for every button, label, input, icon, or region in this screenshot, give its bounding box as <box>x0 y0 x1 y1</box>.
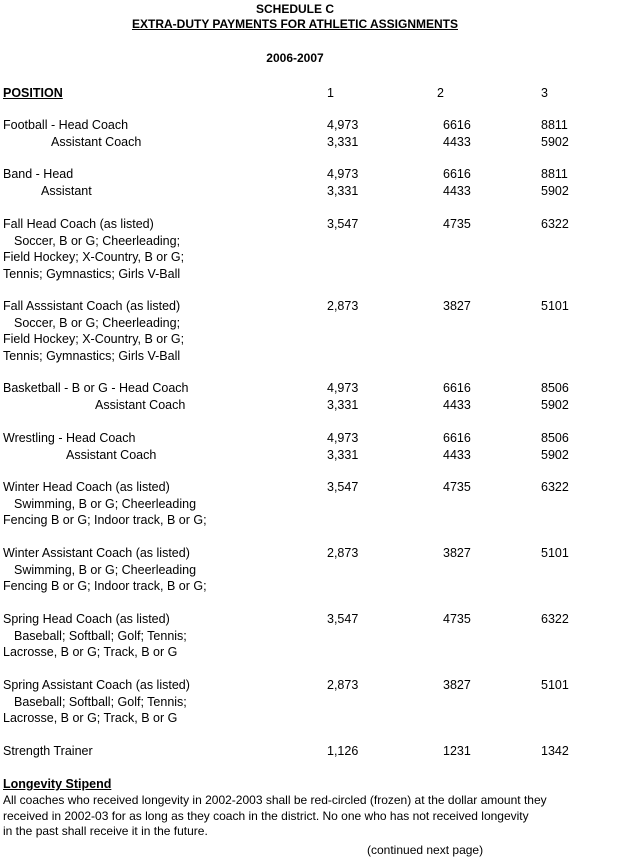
position-column-header: POSITION <box>3 86 63 100</box>
sport-list-label: Soccer, B or G; Cheerleading; <box>14 315 181 330</box>
table-row <box>0 249 644 266</box>
position-label: Wrestling - Head Coach <box>3 431 136 445</box>
position-label: Spring Assistant Coach (as listed) <box>3 678 190 692</box>
entry-spring-assistant <box>0 677 644 727</box>
sport-list-label: Baseball; Softball; Golf; Tennis; <box>14 694 187 709</box>
step-3-value: 6322 <box>541 217 569 231</box>
entry-wrestling <box>0 430 644 463</box>
step-1-value: 3,547 <box>327 612 359 626</box>
step-3-value: 6322 <box>541 480 569 494</box>
paragraph-line: received in 2002-03 for as long as they coach in the district. No one who has not received longevity <box>3 808 529 823</box>
table-row <box>0 694 644 711</box>
sport-list-label: Baseball; Softball; Golf; Tennis; <box>14 628 187 643</box>
longevity-paragraph <box>3 793 623 840</box>
step-2-value: 3827 <box>443 546 471 560</box>
position-label: Assistant <box>41 183 92 198</box>
step-1-value: 1,126 <box>327 744 359 758</box>
column-header-1: 1 <box>327 86 334 100</box>
entry-strength-trainer <box>0 743 644 760</box>
step-2-value: 3827 <box>443 678 471 692</box>
sport-list-label: Fencing B or G; Indoor track, B or G; <box>3 579 207 593</box>
step-3-value: 8506 <box>541 381 569 395</box>
table-row <box>0 545 644 562</box>
step-1-value: 3,331 <box>327 447 359 462</box>
position-label: Fall Asssistant Coach (as listed) <box>3 299 181 313</box>
column-header-3: 3 <box>541 86 548 100</box>
step-3-value: 8811 <box>541 167 568 181</box>
table-row <box>0 117 644 134</box>
sport-list-label: Lacrosse, B or G; Track, B or G <box>3 645 178 659</box>
step-2-value: 6616 <box>443 431 471 445</box>
step-2-value: 4735 <box>443 217 471 231</box>
step-2-value: 1231 <box>443 744 471 758</box>
step-1-value: 4,973 <box>327 431 359 445</box>
step-3-value: 1342 <box>541 744 569 758</box>
entry-spring-head <box>0 611 644 661</box>
step-2-value: 6616 <box>443 118 471 132</box>
table-row <box>0 578 644 595</box>
sport-list-label: Swimming, B or G; Cheerleading <box>14 496 197 511</box>
step-2-value: 4735 <box>443 480 471 494</box>
step-3-value: 5902 <box>541 183 569 198</box>
step-1-value: 4,973 <box>327 118 359 132</box>
step-1-value: 2,873 <box>327 546 359 560</box>
step-3-value: 8506 <box>541 431 569 445</box>
paragraph-line: in the past shall receive it in the future. <box>3 824 208 838</box>
sport-list-label: Field Hockey; X-Country, B or G; <box>3 250 185 264</box>
table-row <box>0 233 644 250</box>
step-1-value: 3,547 <box>327 217 359 231</box>
entry-winter-head <box>0 479 644 529</box>
position-label: Winter Head Coach (as listed) <box>3 480 170 494</box>
table-row <box>0 430 644 447</box>
entry-fall-head <box>0 216 644 282</box>
step-3-value: 6322 <box>541 612 569 626</box>
step-2-value: 4433 <box>443 397 471 412</box>
entry-basketball <box>0 380 644 413</box>
step-2-value: 4433 <box>443 183 471 198</box>
paragraph-line: All coaches who received longevity in 2002-2003 shall be red-circled (frozen) at the dollar amount they <box>3 793 547 807</box>
step-1-value: 4,973 <box>327 381 359 395</box>
position-label: Assistant Coach <box>51 134 142 149</box>
position-label: Fall Head Coach (as listed) <box>3 217 154 231</box>
school-year: 2006-2007 <box>266 51 324 65</box>
table-row <box>0 710 644 727</box>
table-row <box>0 447 644 464</box>
entry-football <box>0 117 644 150</box>
entry-fall-assistant <box>0 298 644 364</box>
table-row <box>0 298 644 315</box>
sport-list-label: Tennis; Gymnastics; Girls V-Ball <box>3 348 181 363</box>
position-label: Assistant Coach <box>66 447 157 462</box>
step-3-value: 5902 <box>541 397 569 412</box>
step-2-value: 4433 <box>443 134 471 149</box>
table-row <box>0 166 644 183</box>
schedule-label: SCHEDULE C <box>255 2 334 16</box>
position-label: Spring Head Coach (as listed) <box>3 612 170 626</box>
document-title: EXTRA-DUTY PAYMENTS FOR ATHLETIC ASSIGNMENTS <box>131 17 458 31</box>
table-row <box>0 380 644 397</box>
step-3-value: 5101 <box>541 299 569 313</box>
table-row <box>0 512 644 529</box>
table-row <box>0 348 644 365</box>
step-1-value: 3,331 <box>327 134 359 149</box>
sport-list-label: Swimming, B or G; Cheerleading <box>14 562 197 577</box>
step-2-value: 4433 <box>443 447 471 462</box>
longevity-heading: Longevity Stipend <box>3 777 112 791</box>
step-1-value: 3,331 <box>327 397 359 412</box>
step-3-value: 8811 <box>541 118 568 132</box>
step-2-value: 4735 <box>443 612 471 626</box>
sport-list-label: Lacrosse, B or G; Track, B or G <box>3 711 178 725</box>
table-row <box>0 266 644 283</box>
step-1-value: 3,331 <box>327 183 359 198</box>
table-row <box>0 134 644 151</box>
continued-note: (continued next page) <box>367 843 484 857</box>
position-label: Football - Head Coach <box>3 118 129 132</box>
table-row <box>0 644 644 661</box>
entry-band <box>0 166 644 199</box>
sport-list-label: Tennis; Gymnastics; Girls V-Ball <box>3 266 181 281</box>
table-row <box>0 743 644 760</box>
position-label: Winter Assistant Coach (as listed) <box>3 546 190 560</box>
entry-winter-assistant <box>0 545 644 595</box>
position-label: Band - Head <box>3 167 74 181</box>
table-row <box>0 496 644 513</box>
table-row <box>0 562 644 579</box>
table-row <box>0 331 644 348</box>
sport-list-label: Fencing B or G; Indoor track, B or G; <box>3 513 207 527</box>
table-row <box>0 397 644 414</box>
table-row <box>0 479 644 496</box>
table-row <box>0 216 644 233</box>
table-row <box>0 628 644 645</box>
sport-list-label: Soccer, B or G; Cheerleading; <box>14 233 181 248</box>
step-1-value: 3,547 <box>327 480 359 494</box>
step-1-value: 2,873 <box>327 299 359 313</box>
table-row <box>0 315 644 332</box>
position-label: Strength Trainer <box>3 744 93 758</box>
sport-list-label: Field Hockey; X-Country, B or G; <box>3 332 185 346</box>
column-header-2: 2 <box>437 86 444 100</box>
step-1-value: 4,973 <box>327 167 359 181</box>
table-row <box>0 611 644 628</box>
table-row <box>0 677 644 694</box>
step-3-value: 5101 <box>541 678 569 692</box>
position-label: Assistant Coach <box>95 397 186 412</box>
step-2-value: 6616 <box>443 381 471 395</box>
step-2-value: 3827 <box>443 299 471 313</box>
step-1-value: 2,873 <box>327 678 359 692</box>
step-3-value: 5101 <box>541 546 569 560</box>
step-3-value: 5902 <box>541 447 569 462</box>
step-2-value: 6616 <box>443 167 471 181</box>
position-label: Basketball - B or G - Head Coach <box>3 381 189 395</box>
step-3-value: 5902 <box>541 134 569 149</box>
table-row <box>0 183 644 200</box>
